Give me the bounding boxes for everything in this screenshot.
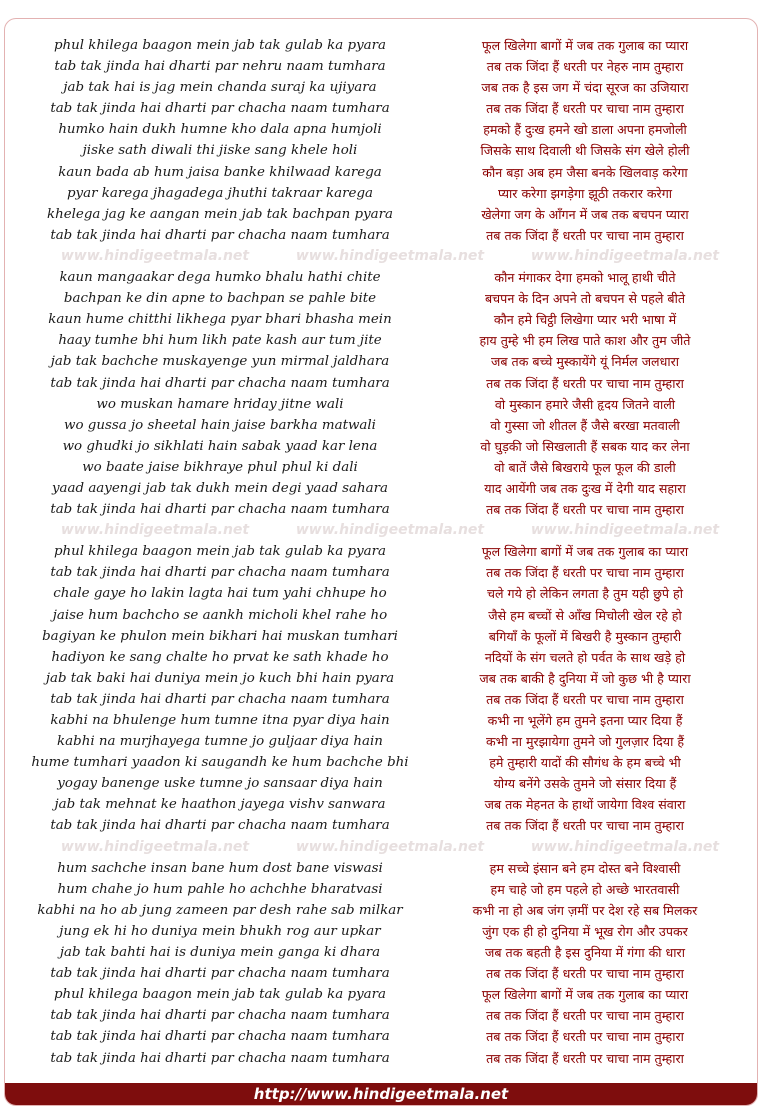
lyric-line-roman: kaun mangaakar dega humko bhalu hathi chite: [59, 270, 381, 286]
footer-bar: [5, 1083, 757, 1105]
watermark-text: www.hindigeetmala.net: [530, 838, 720, 855]
lyric-line-roman: pyar karega jhagadega jhuthi takraar karega: [66, 185, 374, 201]
watermark-text: www.hindigeetmala.net: [295, 522, 485, 539]
lyric-line-roman: kabhi na murjhayega tumne jo guljaar diya hain: [57, 734, 383, 750]
lyric-line-hindi: जैसे हम बच्चों से आँख मिचोली खेल रहे हो: [488, 607, 682, 623]
lyric-line: [5, 541, 757, 562]
lyric-line: [5, 119, 757, 140]
lyric-line: [5, 204, 757, 225]
watermark-row: [5, 520, 757, 541]
lyric-line-roman: tab tak jinda hai dharti par chacha naam tumhara: [50, 375, 390, 391]
lyric-line-hindi: वो गुस्सा जो शीतल हैं जैसे बरखा मतवाली: [490, 417, 680, 433]
lyric-line: [5, 794, 757, 815]
lyric-line-hindi: बगियाँ के फूलों में बिखरी है मुस्कान तुम्हारी: [488, 628, 682, 644]
lyric-line-roman: tab tak jinda hai dharti par chacha naam tumhara: [50, 101, 390, 117]
lyric-line-roman: chale gaye ho lakin lagta hai tum yahi chhupe ho: [53, 586, 387, 602]
lyric-line-roman: tab tak jinda hai dharti par chacha naam tumhara: [50, 966, 390, 982]
lyric-line-hindi: प्यार करेगा झगड़ेगा झूठी तकरार करेगा: [497, 185, 673, 201]
watermark-text: www.hindigeetmala.net: [295, 247, 485, 264]
footer-url-link[interactable]: http://www.hindigeetmala.net: [253, 1085, 509, 1103]
lyric-line-roman: hum chahe jo hum pahle ho achchhe bharatvasi: [57, 881, 383, 897]
lyric-line-hindi: कौन हमे चिट्ठी लिखेगा प्यार भरी भाषा में: [493, 312, 677, 328]
lyric-line: [5, 330, 757, 351]
lyric-line-roman: jab tak bahti hai is duniya mein ganga ki dhara: [59, 945, 381, 961]
lyric-line-hindi: जब तक है इस जग में चंदा सूरज का उजियारा: [481, 80, 689, 96]
lyric-line: [5, 668, 757, 689]
lyric-line: [5, 900, 757, 921]
lyric-line-hindi: तब तक जिंदा हैं धरती पर चाचा नाम तुम्हारा: [486, 1008, 684, 1024]
lyric-line-roman: wo baate jaise bikhraye phul phul ki dali: [82, 459, 358, 475]
watermark-text: www.hindigeetmala.net: [60, 522, 250, 539]
lyric-line-hindi: कौन मंगाकर देगा हमको भालू हाथी चीते: [494, 270, 676, 286]
lyric-line-hindi: हाय तुम्हे भी हम लिख पाते काश और तुम जीते: [479, 333, 691, 349]
watermark-text: www.hindigeetmala.net: [530, 247, 720, 264]
lyric-line-hindi: नदियों के संग चलते हो पर्वत के साथ खड़े हो: [484, 649, 686, 665]
lyric-line-hindi: कौन बड़ा अब हम जैसा बनके खिलवाड़ करेगा: [482, 164, 688, 180]
lyric-line-roman: phul khilega baagon mein jab tak gulab ka pyara: [53, 987, 387, 1003]
lyric-line-hindi: जब तक बाकी है दुनिया में जो कुछ भी है प्यारा: [479, 670, 691, 686]
lyric-line-hindi: तब तक जिंदा हैं धरती पर चाचा नाम तुम्हारा: [486, 1029, 684, 1045]
lyric-line: [5, 689, 757, 710]
lyric-line: [5, 373, 757, 394]
lyric-line-hindi: जब तक मेहनत के हाथों जायेगा विश्व संवारा: [484, 797, 686, 813]
watermark-row: [5, 246, 757, 267]
lyric-line-roman: phul khilega baagon mein jab tak gulab ka pyara: [53, 38, 387, 53]
lyric-line-roman: kabhi na ho ab jung zameen par desh rahe sab milkar: [37, 902, 403, 918]
lyric-line: [5, 605, 757, 626]
lyric-line-hindi: बचपन के दिन अपने तो बचपन से पहले बीते: [484, 291, 686, 307]
lyric-line: [5, 499, 757, 520]
lyric-line: [5, 267, 757, 288]
lyric-line-roman: tab tak jinda hai dharti par chacha naam tumhara: [50, 1029, 390, 1045]
lyric-line-roman: jaise hum bachcho se aankh micholi khel rahe ho: [52, 607, 388, 623]
lyric-line: [5, 98, 757, 119]
lyric-line-hindi: कभी ना हो अब जंग ज़मीं पर देश रहे सब मिलकर: [472, 902, 698, 918]
lyric-line-hindi: कभी ना भूलेंगे हम तुमने इतना प्यार दिया हैं: [487, 713, 683, 728]
lyric-line-roman: tab tak jinda hai dharti par chacha naam tumhara: [50, 502, 390, 518]
lyric-line-hindi: हम सच्चे इंसान बने हम दोस्त बने विश्वासी: [489, 860, 681, 876]
lyric-line-roman: jab tak bachche muskayenge yun mirmal jaldhara: [50, 354, 390, 370]
lyric-line-roman: jab tak baki hai duniya mein jo kuch bhi hain pyara: [45, 670, 395, 686]
lyric-line-hindi: फूल खिलेगा बागों में जब तक गुलाब का प्यारा: [481, 38, 689, 53]
lyric-line-hindi: तब तक जिंदा हैं धरती पर चाचा नाम तुम्हारा: [486, 691, 684, 707]
lyric-line-roman: humko hain dukh humne kho dala apna humjoli: [58, 122, 382, 138]
lyric-line-hindi: तब तक जिंदा हैं धरती पर चाचा नाम तुम्हारा: [486, 565, 684, 581]
lyric-line-hindi: जुंग एक ही हो दुनिया में भूख रोग और उपकर: [482, 923, 688, 939]
lyric-line-roman: tab tak jinda hai dharti par chacha naam tumhara: [50, 227, 390, 243]
lyric-line: [5, 183, 757, 204]
lyric-line-hindi: योग्य बनेंगे उसके तुमने जो संसार दिया हैं: [493, 776, 677, 792]
lyric-line: [5, 351, 757, 372]
lyric-line: [5, 140, 757, 161]
lyric-line-roman: bachpan ke din apne to bachpan se pahle bite: [63, 291, 377, 307]
lyric-line: [5, 457, 757, 478]
lyric-line-hindi: तब तक जिंदा हैं धरती पर चाचा नाम तुम्हारा: [486, 101, 684, 117]
lyric-line-roman: yaad aayengi jab tak dukh mein degi yaad sahara: [51, 480, 389, 496]
lyric-line: [5, 583, 757, 604]
lyric-line: [5, 288, 757, 309]
lyric-line-hindi: तब तक जिंदा हैं धरती पर चाचा नाम तुम्हारा: [486, 1050, 684, 1066]
lyric-line-roman: jung ek hi ho duniya mein bhukh rog aur upkar: [59, 923, 381, 939]
lyric-line-roman: wo ghudki jo sikhlati hain sabak yaad kar lena: [62, 438, 378, 454]
lyric-line: [5, 710, 757, 731]
watermark-text: www.hindigeetmala.net: [530, 522, 720, 539]
lyric-line: [5, 858, 757, 879]
lyric-line-hindi: तब तक जिंदा हैं धरती पर चाचा नाम तुम्हारा: [486, 227, 684, 243]
lyric-line-hindi: जिसके साथ दिवाली थी जिसके संग खेले होली: [480, 143, 690, 159]
lyric-line: [5, 1026, 757, 1047]
lyric-line-hindi: हम चाहे जो हम पहले हो अच्छे भारतवासी: [490, 881, 680, 897]
lyric-line-roman: tab tak jinda hai dharti par nehru naam tumhara: [54, 59, 386, 75]
lyric-line-hindi: वो मुस्कान हमारे जैसी हृदय जितने वाली: [494, 396, 676, 412]
lyric-line-hindi: खेलेगा जग के आँगन में जब तक बचपन प्यारा: [481, 206, 689, 222]
lyric-line-hindi: तब तक जिंदा हैं धरती पर नेहरु नाम तुम्हारा: [486, 59, 684, 75]
watermark-text: www.hindigeetmala.net: [295, 838, 485, 855]
lyric-line-roman: tab tak jinda hai dharti par chacha naam tumhara: [50, 818, 390, 834]
lyric-line-roman: jiske sath diwali thi jiske sang khele holi: [82, 143, 358, 159]
lyric-line: [5, 963, 757, 984]
lyric-line: [5, 773, 757, 794]
lyric-line-roman: hum sachche insan bane hum dost bane viswasi: [57, 860, 383, 876]
lyric-line-roman: hadiyon ke sang chalte ho prvat ke sath khade ho: [51, 649, 389, 665]
lyric-line-roman: wo muskan hamare hriday jitne wali: [96, 396, 344, 412]
lyric-line-hindi: जब तक बच्चे मुस्कायेंगे यूं निर्मल जलधारा: [490, 354, 680, 370]
lyric-line-hindi: वो बातें जैसे बिखराये फूल फूल की डाली: [494, 459, 676, 475]
lyric-line: [5, 436, 757, 457]
lyric-line-hindi: तब तक जिंदा हैं धरती पर चाचा नाम तुम्हारा: [486, 818, 684, 834]
lyric-line: [5, 35, 757, 56]
lyric-line-hindi: जब तक बहती है इस दुनिया में गंगा की धारा: [485, 945, 685, 961]
lyric-line: [5, 77, 757, 98]
lyric-line: [5, 1005, 757, 1026]
lyric-line: [5, 752, 757, 773]
lyric-line-roman: tab tak jinda hai dharti par chacha naam tumhara: [50, 1050, 390, 1066]
lyric-line-hindi: याद आयेंगी जब तक दुःख में देगी याद सहारा: [484, 480, 686, 496]
lyric-line-roman: khelega jag ke aangan mein jab tak bachpan pyara: [46, 206, 394, 222]
lyric-line: [5, 309, 757, 330]
lyric-line: [5, 415, 757, 436]
lyric-line-roman: yogay banenge uske tumne jo sansaar diya hain: [57, 776, 383, 792]
lyric-line-roman: jab tak hai is jag mein chanda suraj ka ujiyara: [63, 80, 377, 96]
lyric-line-hindi: तब तक जिंदा हैं धरती पर चाचा नाम तुम्हारा: [486, 375, 684, 391]
lyric-line-roman: haay tumhe bhi hum likh pate kash aur tum jite: [58, 333, 382, 349]
lyric-line-roman: kabhi na bhulenge hum tumne itna pyar diya hain: [50, 713, 390, 728]
lyric-line: [5, 225, 757, 246]
lyric-line: [5, 647, 757, 668]
lyric-line-roman: tab tak jinda hai dharti par chacha naam tumhara: [50, 565, 390, 581]
lyric-line-hindi: हमको हैं दुःख हमने खो डाला अपना हमजोली: [483, 122, 687, 138]
lyric-line-roman: kaun bada ab hum jaisa banke khilwaad karega: [58, 164, 382, 180]
lyric-line: [5, 56, 757, 77]
lyric-line-roman: hume tumhari yaadon ki saugandh ke hum bachche bhi: [31, 755, 409, 771]
lyric-line: [5, 879, 757, 900]
lyric-line-roman: tab tak jinda hai dharti par chacha naam tumhara: [50, 691, 390, 707]
watermark-text: www.hindigeetmala.net: [60, 247, 250, 264]
lyric-line-roman: wo gussa jo sheetal hain jaise barkha matwali: [64, 417, 376, 433]
lyric-line-hindi: वो घुड़की जो सिखलाती हैं सबक याद कर लेना: [480, 438, 690, 454]
lyric-line-hindi: फूल खिलेगा बागों में जब तक गुलाब का प्यारा: [481, 544, 689, 560]
lyric-line: [5, 162, 757, 183]
watermark-row: [5, 837, 757, 858]
lyric-line-roman: tab tak jinda hai dharti par chacha naam tumhara: [50, 1008, 390, 1024]
lyric-line: [5, 731, 757, 752]
lyric-line: [5, 626, 757, 647]
lyric-line: [5, 562, 757, 583]
lyric-line: [5, 478, 757, 499]
lyric-line-hindi: फूल खिलेगा बागों में जब तक गुलाब का प्यारा: [481, 987, 689, 1003]
lyric-line: [5, 815, 757, 836]
lyric-line: [5, 942, 757, 963]
lyric-line: [5, 921, 757, 942]
lyric-line-hindi: तब तक जिंदा हैं धरती पर चाचा नाम तुम्हारा: [486, 502, 684, 518]
lyric-line-roman: bagiyan ke phulon mein bikhari hai muskan tumhari: [42, 628, 398, 644]
lyric-line-hindi: तब तक जिंदा हैं धरती पर चाचा नाम तुम्हारा: [486, 966, 684, 982]
watermark-text: www.hindigeetmala.net: [60, 838, 250, 855]
lyrics-body: [5, 35, 757, 1069]
lyrics-card: [4, 18, 758, 1106]
lyric-line: [5, 1048, 757, 1069]
lyric-line-roman: phul khilega baagon mein jab tak gulab ka pyara: [53, 544, 387, 560]
lyric-line-roman: jab tak mehnat ke haathon jayega vishv sanwara: [54, 797, 386, 813]
lyric-line-roman: kaun hume chitthi likhega pyar bhari bhasha mein: [48, 312, 392, 328]
lyric-line-hindi: कभी ना मुरझायेगा तुमने जो गुलज़ार दिया हैं: [485, 734, 685, 750]
lyric-line-hindi: हमे तुम्हारी यादों की सौगंध के हम बच्चे भी: [489, 755, 681, 771]
lyric-line-hindi: चले गये हो लेकिन लगता है तुम यही छुपे हो: [486, 586, 684, 602]
lyric-line: [5, 394, 757, 415]
lyric-line: [5, 984, 757, 1005]
